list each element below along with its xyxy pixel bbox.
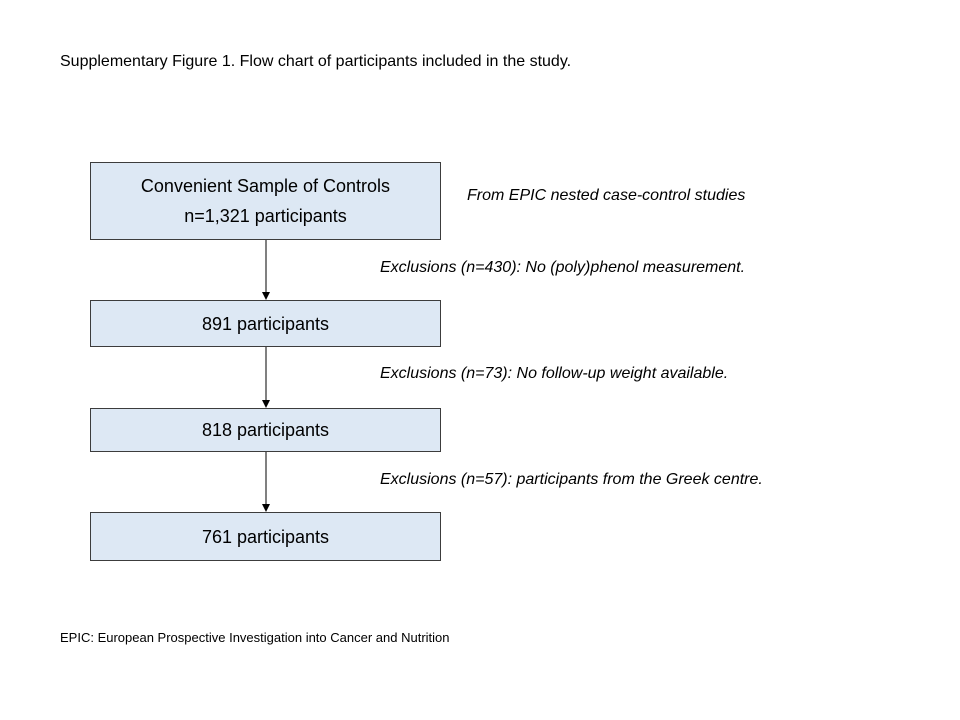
note-source: From EPIC nested case-control studies [467,187,746,204]
footnote: EPIC: European Prospective Investigation into Cancer and Nutrition [60,630,450,645]
box-start-title: Convenient Sample of Controls [140,176,391,196]
box-818-label: 818 participants [201,420,330,440]
box-891-label: 891 participants [201,313,330,334]
note-exclusion-3: Exclusions (n=57): participants from the Greek centre. [380,471,763,488]
box-818-participants [90,408,441,452]
box-761-participants [90,512,441,561]
note-exclusion-1: Exclusions (n=430): No (poly)phenol measurement. [380,259,746,276]
note-exclusion-2: Exclusions (n=73): No follow-up weight available. [380,365,729,382]
box-891-participants [90,300,441,347]
box-convenient-sample [90,162,441,240]
figure-caption: Supplementary Figure 1. Flow chart of participants included in the study. [60,53,572,70]
box-761-label: 761 participants [201,526,330,547]
box-start-count: n=1,321 participants [184,206,347,226]
